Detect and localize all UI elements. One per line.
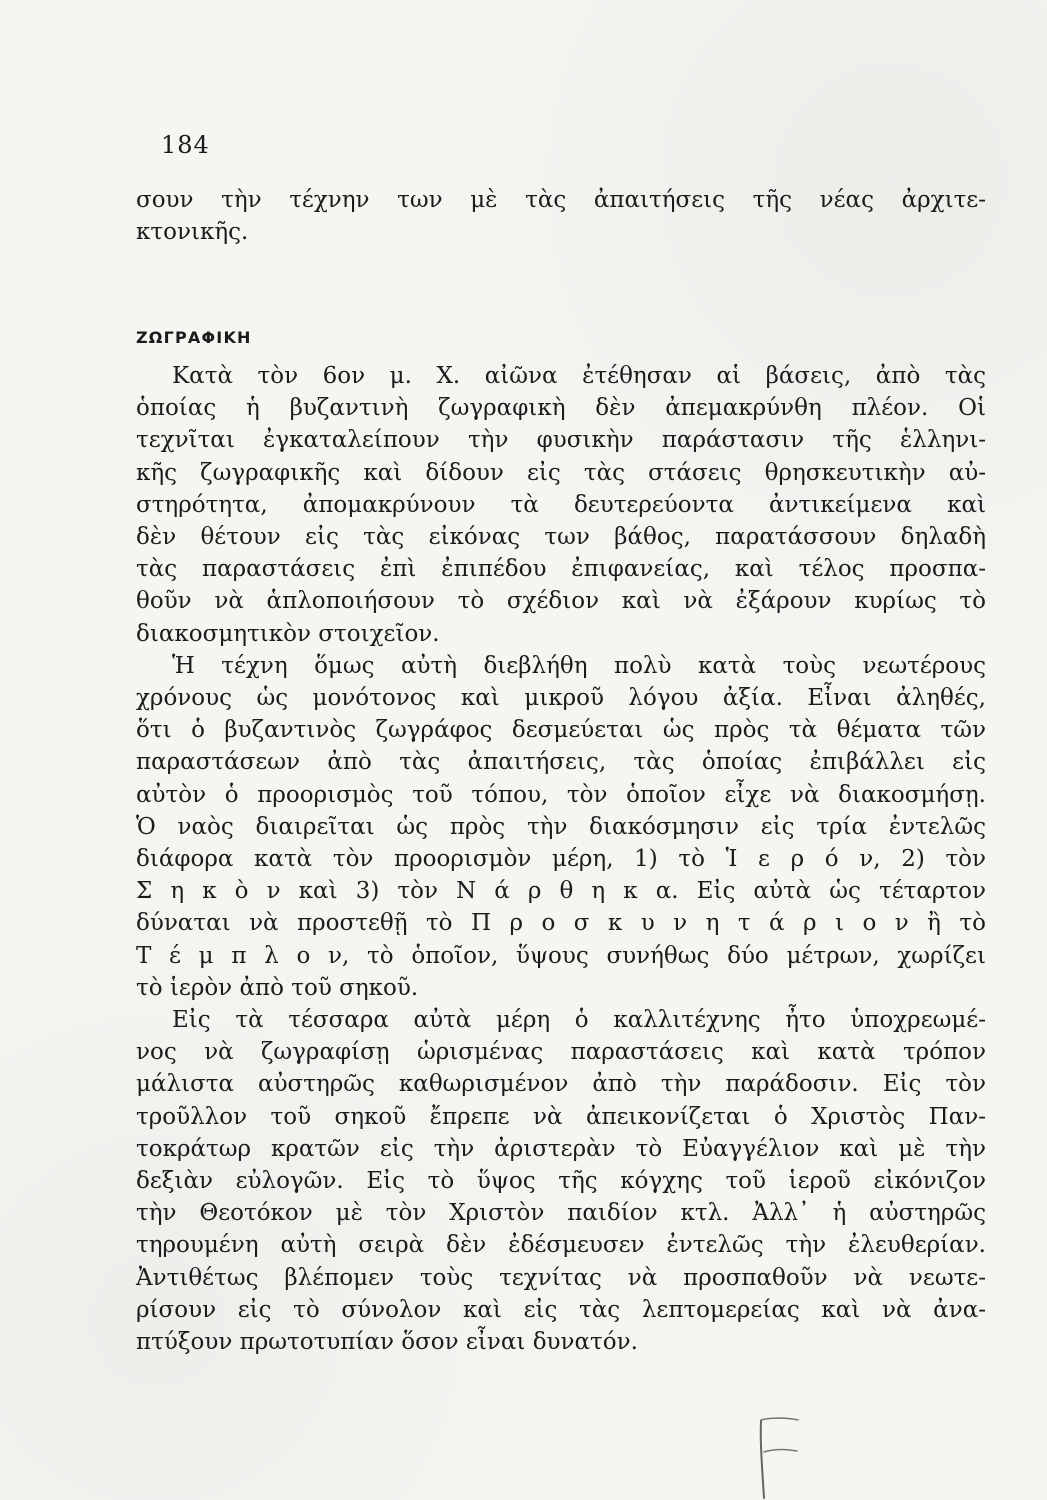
text-line: παραστάσεων ἀπὸ τὰς ἀπαιτήσεις, τὰς ὁποίας ἐπιβάλλει εἰς [136,749,986,776]
text-line: ρίσουν εἰς τὸ σύνολον καὶ εἰς τὰς λεπτομερείας καὶ νὰ ἀνα- [136,1296,986,1323]
text-line: στηρότητα, ἀπομακρύνουν τὰ δευτερεύοντα ἀντικείμενα καὶ [136,491,986,518]
text-line: δεξιὰν εὐλογῶν. Εἰς τὸ ὕψος τῆς κόγχης τοῦ ἱεροῦ εἰκόνιζον [136,1168,986,1195]
text-line: διάφορα κατὰ τὸν προορισμὸν μέρη, 1) τὸ Ἱ ε ρ ό ν, 2) τὸν [136,846,986,873]
text-line: τοκράτωρ κρατῶν εἰς τὴν ἀριστερὰν τὸ Εὐαγγέλιον καὶ μὲ τὴν [136,1135,986,1162]
text-line: τεχνῖται ἐγκαταλείπουν τὴν φυσικὴν παράστασιν τῆς ἑλληνι- [136,427,986,454]
text-line: κτονικῆς. [136,219,249,246]
text-line: διακοσμητικὸν στοιχεῖον. [136,620,440,647]
text-line: τροῦλλον τοῦ σηκοῦ ἔπρεπε νὰ ἀπεικονίζεται ὁ Χριστὸς Παν- [136,1103,986,1130]
text-line: Εἰς τὰ τέσσαρα αὐτὰ μέρη ὁ καλλιτέχνης ἦτο ὑποχρεωμέ- [172,1007,986,1034]
text-line: πτύξουν πρωτοτυπίαν ὅσον εἶναι δυνατόν. [136,1329,638,1356]
text-line: κῆς ζωγραφικῆς καὶ δίδουν εἰς τὰς στάσεις θρησκευτικὴν αὐ- [136,459,986,486]
text-line: δὲν θέτουν εἰς τὰς εἰκόνας των βάθος, παρατάσσουν δηλαδὴ [136,524,986,551]
text-line: τὰς παραστάσεις ἐπὶ ἐπιπέδου ἐπιφανείας, καὶ τέλος προσπα- [136,556,986,583]
text-line: Τ έ μ π λ ο ν, τὸ ὁποῖον, ὕψους συνήθως δύο μέτρων, χωρίζει [136,942,986,969]
text-line: αὐτὸν ὁ προορισμὸς τοῦ τόπου, τὸν ὁποῖον εἶχε νὰ διακοσμήσῃ. [136,781,986,808]
page-number: 184 [161,131,210,159]
text-line: ὅτι ὁ βυζαντινὸς ζωγράφος δεσμεύεται ὡς πρὸς τὰ θέματα τῶν [136,717,986,744]
text-line: τηρουμένη αὐτὴ σειρὰ δὲν ἐδέσμευσεν ἐντελῶς τὴν ἐλευθερίαν. [136,1232,986,1259]
text-line: Ἀντιθέτως βλέπομεν τοὺς τεχνίτας νὰ προσπαθοῦν νὰ νεωτε- [136,1264,986,1291]
continued-paragraph [136,184,986,249]
text-line: σουν τὴν τέχνην των μὲ τὰς ἀπαιτήσεις τῆς νέας ἀρχιτε- [136,187,986,213]
text-line: δύναται νὰ προστεθῇ τὸ Π ρ ο σ κ υ ν η τ ά ρ ι ο ν ἢ τὸ [136,910,986,937]
section-heading: ΖΩΓΡΑΦΙΚΗ [136,328,252,348]
text-line: Ὁ ναὸς διαιρεῖται ὡς πρὸς τὴν διακόσμησιν εἰς τρία ἐντελῶς [136,813,986,840]
text-line: Ἡ τέχνη ὅμως αὐτὴ διεβλήθη πολὺ κατὰ τοὺς νεωτέρους [172,652,986,679]
main-body-text [136,360,986,1358]
text-line: Σ η κ ὸ ν καὶ 3) τὸν Ν ά ρ θ η κ α. Εἰς αὐτὰ ὡς τέταρτον [136,878,986,905]
text-line: τὸ ἱερὸν ἀπὸ τοῦ σηκοῦ. [136,974,419,1001]
text-line: τὴν Θεοτόκον μὲ τὸν Χριστὸν παιδίον κτλ. Ἀλλ᾽ ἡ αὐστηρῶς [136,1200,986,1227]
text-line: νος νὰ ζωγραφίσῃ ὡρισμένας παραστάσεις καὶ κατὰ τρόπον [136,1039,986,1066]
text-line: ὁποίας ἡ βυζαντινὴ ζωγραφικὴ δὲν ἀπεμακρύνθη πλέον. Οἱ [136,395,986,422]
text-line: θοῦν νὰ ἁπλοποιήσουν τὸ σχέδιον καὶ νὰ ἐξάρουν κυρίως τὸ [136,588,986,615]
text-line: μάλιστα αὐστηρῶς καθωρισμένον ἀπὸ τὴν παράδοσιν. Εἰς τὸν [136,1071,986,1098]
text-line: Κατὰ τὸν 6ον μ. Χ. αἰῶνα ἐτέθησαν αἱ βάσεις, ἀπὸ τὰς [172,363,986,389]
text-line: χρόνους ὡς μονότονος καὶ μικροῦ λόγου ἀξία. Εἶναι ἀληθές, [136,685,986,712]
handwritten-mark-icon [750,1412,802,1500]
